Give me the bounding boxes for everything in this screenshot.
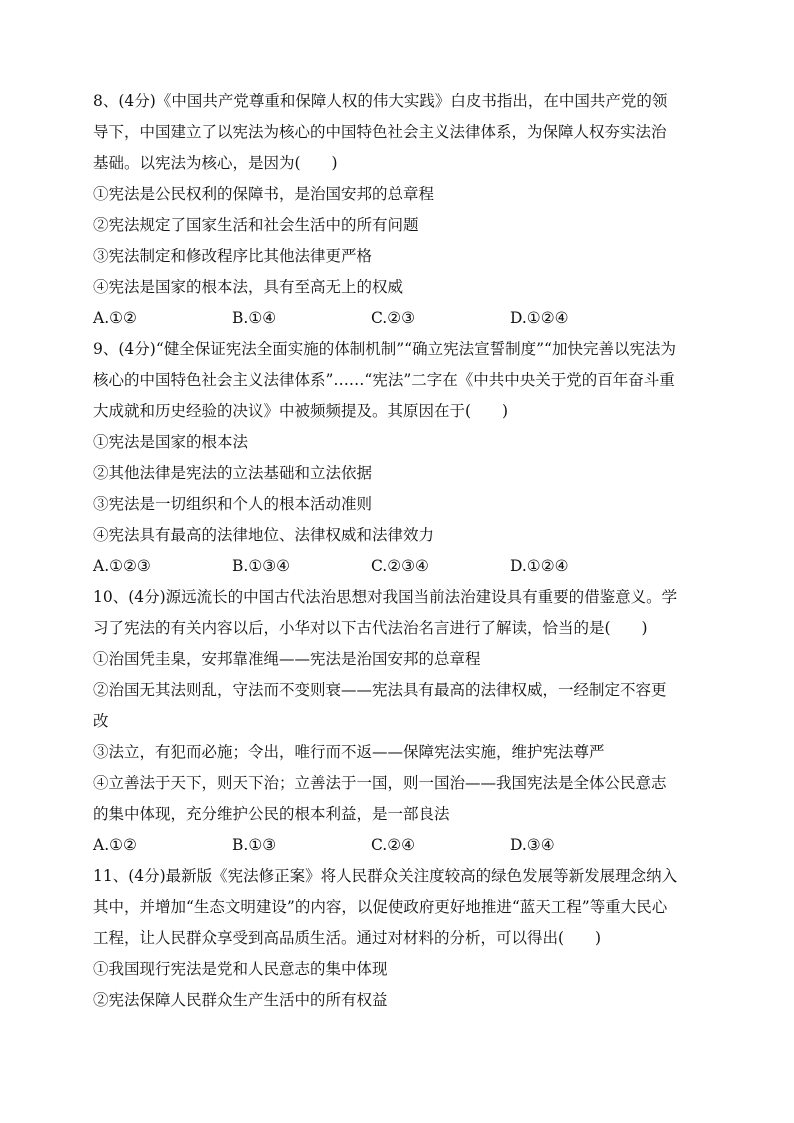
statement: ④立善法于天下，则天下治；立善法于一国，则一国治——我国宪法是全体公民意志 — [93, 774, 667, 792]
statement: ④宪法具有最高的法律地位、法律权威和法律效力 — [93, 526, 435, 544]
answer-options — [93, 303, 705, 334]
option-c: C.②④ — [371, 836, 416, 854]
answer-options — [93, 830, 705, 861]
question-8 — [93, 86, 705, 334]
exam-page — [93, 86, 705, 1016]
statement: ①宪法是国家的根本法 — [93, 433, 249, 451]
question-11 — [93, 861, 705, 1016]
option-c: C.②③④ — [371, 557, 429, 575]
question-stem-line: 导下，中国建立了以宪法为核心的中国特色社会主义法律体系，为保障人权夯实法治 — [93, 123, 667, 141]
option-d: D.①②④ — [510, 557, 569, 575]
statement: ③宪法是一切组织和个人的根本活动准则 — [93, 495, 373, 513]
statement: ①治国凭圭臬，安邦靠准绳——宪法是治国安邦的总章程 — [93, 650, 481, 668]
statement: ②宪法规定了国家生活和社会生活中的所有问题 — [93, 216, 419, 234]
option-b: B.①③ — [232, 836, 277, 854]
statement: ①宪法是公民权利的保障书，是治国安邦的总章程 — [93, 185, 435, 203]
question-stem-line: 核心的中国特色社会主义法律体系”……“宪法”二字在《中共中央关于党的百年奋斗重 — [93, 371, 675, 389]
option-a: A.①② — [93, 309, 137, 327]
statement: ②宪法保障人民群众生产生活中的所有权益 — [93, 991, 388, 1009]
statement: 改 — [93, 712, 109, 730]
option-d: D.①②④ — [510, 309, 569, 327]
statement: ③宪法制定和修改程序比其他法律更严格 — [93, 247, 373, 265]
question-stem-line: 9、(4分)“健全保证宪法全面实施的体制机制”“确立宪法宣誓制度”“加快完善以宪法为 — [93, 340, 676, 358]
option-a: A.①② — [93, 836, 137, 854]
statement: 的集中体现，充分维护公民的根本利益，是一部良法 — [93, 805, 450, 823]
option-d: D.③④ — [510, 836, 555, 854]
question-stem-line: 习了宪法的有关内容以后，小华对以下古代法治名言进行了解读，恰当的是( ) — [93, 619, 648, 637]
question-10 — [93, 582, 705, 861]
statement: ④宪法是国家的根本法，具有至高无上的权威 — [93, 278, 404, 296]
question-stem-line: 10、(4分)源远流长的中国古代法治思想对我国当前法治建设具有重要的借鉴意义。学 — [93, 588, 678, 606]
statement: ②治国无其法则乱，守法而不变则衰——宪法具有最高的法律权威，一经制定不容更 — [93, 681, 667, 699]
question-stem-line: 11、(4分)最新版《宪法修正案》将人民群众关注度较高的绿色发展等新发展理念纳入 — [93, 867, 678, 885]
statement: ②其他法律是宪法的立法基础和立法依据 — [93, 464, 373, 482]
answer-options — [93, 551, 705, 582]
question-stem-line: 8、(4分)《中国共产党尊重和保障人权的伟大实践》白皮书指出，在中国共产党的领 — [93, 92, 668, 110]
option-b: B.①④ — [232, 309, 277, 327]
question-stem-line: 工程，让人民群众享受到高品质生活。通过对材料的分析，可以得出( ) — [93, 929, 602, 947]
statement: ③法立，有犯而必施；令出，唯行而不返——保障宪法实施，维护宪法尊严 — [93, 743, 605, 761]
statement: ①我国现行宪法是党和人民意志的集中体现 — [93, 960, 388, 978]
question-9 — [93, 334, 705, 582]
question-stem-line: 大成就和历史经验的决议》中被频频提及。其原因在于( ) — [93, 402, 509, 420]
option-b: B.①③④ — [232, 557, 291, 575]
option-a: A.①②③ — [93, 557, 151, 575]
option-c: C.②③ — [371, 309, 416, 327]
question-stem-line: 其中，并增加“生态文明建设”的内容，以促使政府更好地推进“蓝天工程”等重大民心 — [93, 898, 668, 916]
question-stem-line: 基础。以宪法为核心，是因为( ) — [93, 154, 338, 172]
